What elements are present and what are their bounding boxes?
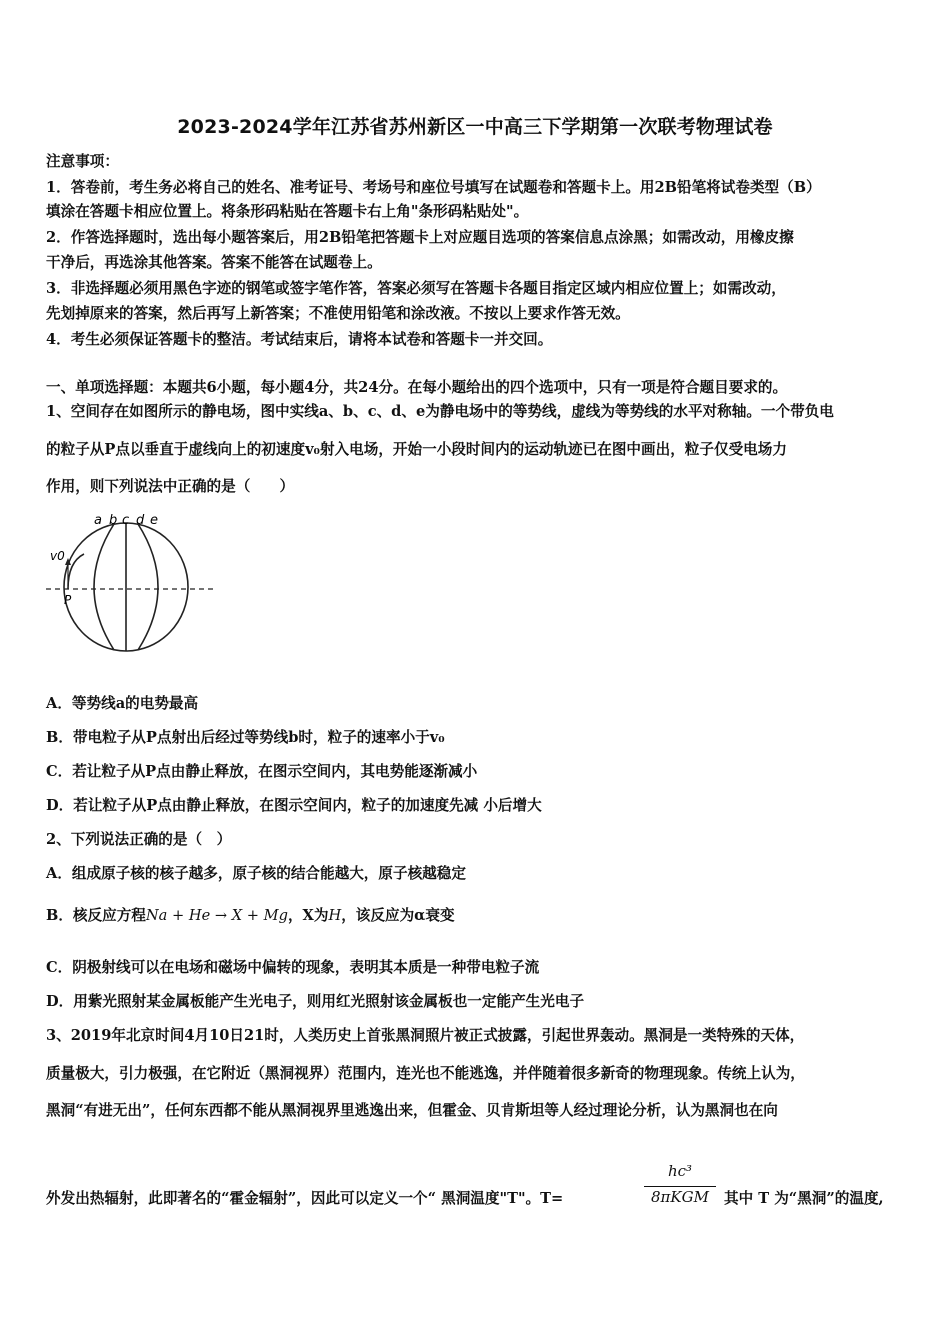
label-b: b (109, 513, 118, 528)
q2-stem: 2、下列说法正确的是（ ） (46, 831, 232, 848)
label-e: e (150, 513, 158, 528)
q2-option-b-prefix: B．核反应方程 (46, 907, 146, 924)
q2-option-a: A．组成原子核的核子越多，原子核的结合能越大，原子核越稳定 (46, 865, 466, 882)
label-p: P (64, 593, 72, 607)
notice-line-5: 3．非选择题必须用黑色字迹的钢笔或签字笔作答，答案必须写在答题卡各题目指定区域内相应位置上；如需改动， (46, 280, 786, 297)
hydrogen-symbol: H (328, 907, 342, 924)
label-a: a (94, 513, 102, 528)
q3-line-2: 质量极大，引力极强，在它附近（黑洞视界）范围内，连光也不能逃逸，并伴随着很多新奇的物理现象。传统上认为， (46, 1065, 805, 1082)
q3-line-3: 黑洞“有进无出”，任何东西都不能从黑洞视界里逃逸出来，但霍金、贝肯斯坦等人经过理论分析，认为黑洞也在向 (46, 1102, 778, 1119)
notice-line-3: 2．作答选择题时，选出每小题答案后，用2B铅笔把答题卡上对应题目选项的答案信息点涂黑；如需改动，用橡皮擦 (46, 229, 794, 246)
q2-option-b-mid: ，X为 (287, 907, 329, 924)
notice-line-7: 4．考生必须保证答题卡的整洁。考试结束后，请将本试卷和答题卡一并交回。 (46, 331, 553, 348)
notice-line-4: 干净后，再选涂其他答案。答案不能答在试题卷上。 (46, 254, 382, 271)
q1-option-a: A．等势线a的电势最高 (46, 695, 199, 712)
formula-denominator: 8πKGM (651, 1188, 709, 1206)
section-heading: 一、单项选择题：本题共6小题，每小题4分，共24分。在每小题给出的四个选项中，只有一项是符合题目要求的。 (46, 379, 788, 396)
equipotential-figure (40, 512, 225, 652)
label-d: d (136, 513, 145, 528)
hawking-temperature-formula (640, 1162, 720, 1214)
q1-option-b: B．带电粒子从P点射出后经过等势线b时，粒子的速率小于v₀ (46, 729, 445, 746)
notice-line-6: 先划掉原来的答案，然后再写上新答案；不准使用铅笔和涂改液。不按以上要求作答无效。 (46, 305, 630, 322)
q1-stem-line-1: 1、空间存在如图所示的静电场，图中实线a、b、c、d、e为静电场中的等势线，虚线为等势线的水平对称轴。一个带负电 (46, 403, 834, 420)
notice-heading: 注意事项： (46, 153, 119, 170)
formula-bar (644, 1186, 716, 1187)
page-title: 2023-2024学年江苏省苏州新区一中高三下学期第一次联考物理试卷 (177, 116, 773, 138)
q1-option-d: D．若让粒子从P点由静止释放，在图示空间内，粒子的加速度先减 小后增大 (46, 797, 542, 814)
q2-option-d: D．用紫光照射某金属板能产生光电子，则用红光照射该金属板也一定能产生光电子 (46, 993, 585, 1010)
q3-line-4-prefix: 外发出热辐射，此即著名的“霍金辐射”，因此可以定义一个“ 黑洞温度"T"。T= (46, 1190, 564, 1207)
equipotential-line-b (94, 524, 114, 650)
q1-stem-line-2: 的粒子从P点以垂直于虚线向上的初速度v₀射入电场，开始一小段时间内的运动轨迹已在图中画出，粒子仅受电场力 (46, 441, 787, 458)
equipotential-line-d (138, 524, 158, 650)
q1-option-c: C．若让粒子从P点由静止释放，在图示空间内，其电势能逐渐减小 (46, 763, 478, 780)
label-c: c (122, 513, 130, 528)
nuclear-equation: Na + He → X + Mg (145, 907, 288, 924)
q2-option-b-suffix: ，该反应为α衰变 (341, 907, 455, 924)
notice-line-2: 填涂在答题卡相应位置上。将条形码粘贴在答题卡右上角"条形码粘贴处"。 (46, 203, 529, 220)
q3-line-1: 3、2019年北京时间4月10日21时，人类历史上首张黑洞照片被正式披露，引起世界轰动。黑洞是一类特殊的天体， (46, 1027, 805, 1044)
formula-numerator: hc³ (667, 1162, 693, 1180)
notice-line-1: 1．答卷前，考生务必将自己的姓名、准考证号、考场号和座位号填写在试题卷和答题卡上。用2B铅笔将试卷类型（B） (46, 179, 821, 196)
q1-stem-line-3: 作用，则下列说法中正确的是（ ） (46, 478, 295, 495)
q3-line-4-suffix: 其中 T 为“黑洞”的温度, (724, 1190, 884, 1207)
label-v0: v0 (50, 549, 65, 563)
q2-option-c: C．阴极射线可以在电场和磁场中偏转的现象，表明其本质是一种带电粒子流 (46, 959, 540, 976)
q2-option-b (46, 906, 908, 926)
